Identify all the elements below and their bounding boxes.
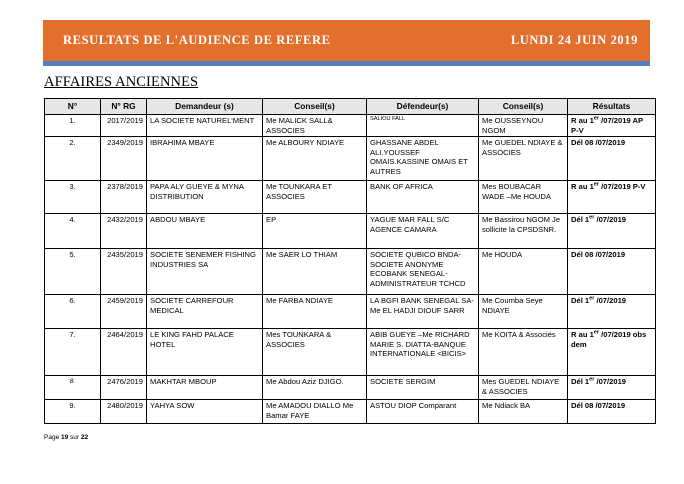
row-number: 1. <box>45 115 101 137</box>
defendeur: BANK OF AFRICA <box>367 181 479 214</box>
column-header-rg: N° RG <box>101 99 147 115</box>
footer-prefix: Page <box>44 434 60 441</box>
defendeur: YAGUE MAR FALL S/C AGENCE CAMARA <box>367 214 479 249</box>
footer-separator: sur <box>70 434 80 441</box>
conseil-defendeur: Me HOUDA <box>479 249 568 295</box>
defendeur: GHASSANE ABDEL ALI.YOUSSEF OMAIS.KASSINE OMAIS ET AUTRES <box>367 137 479 181</box>
table-row <box>45 214 656 249</box>
hearing-date: LUNDI 24 JUIN 2019 <box>510 33 638 47</box>
resultat: Dél 1er /07/2019 <box>568 295 656 329</box>
demandeur: PAPA ALY GUEYE & MYNA DISTRIBUTION <box>147 181 263 214</box>
rg-number: 2459/2019 <box>101 295 147 329</box>
resultat: Dél 08 /07/2019 <box>568 137 656 181</box>
row-number: 8. <box>45 376 101 400</box>
conseil-defendeur: Me Bassirou NGOM Je sollicite la CPSDSNR. <box>479 214 568 249</box>
column-header-demandeur: Demandeur (s) <box>147 99 263 115</box>
conseil-defendeur: Me OUSSEYNOU NGOM <box>479 115 568 137</box>
table-row <box>45 295 656 329</box>
rg-number: 2480/2019 <box>101 400 147 424</box>
row-number: 6. <box>45 295 101 329</box>
demandeur: SOCIETE SENEMER FISHING INDUSTRIES SA <box>147 249 263 295</box>
conseil-demandeur: Me FARBA NDIAYE <box>263 295 367 329</box>
conseil-defendeur: Mes GUEDEL NDIAYE & ASSOCIES <box>479 376 568 400</box>
conseil-demandeur: Me ALBOURY NDIAYE <box>263 137 367 181</box>
table-header-row <box>45 99 656 115</box>
column-header-conseil-defendeur: Conseil(s) <box>479 99 568 115</box>
defendeur: ABIB GUEYE –Me RICHARD MARIE S. DIATTA-BANQUE INTERNATIONALE <BICIS> <box>367 329 479 376</box>
rg-number: 2464/2019 <box>101 329 147 376</box>
conseil-defendeur: Me Coumba Seye NDIAYE <box>479 295 568 329</box>
section-heading: AFFAIRES ANCIENNES <box>44 74 199 90</box>
row-number: 3. <box>45 181 101 214</box>
conseil-demandeur: Me AMADOU DIALLO Me Bamar FAYE <box>263 400 367 424</box>
rg-number: 2017/2019 <box>101 115 147 137</box>
defendeur: SALIOU FALL <box>367 115 479 137</box>
defendeur: SOCIETE QUBICO BNDA-SOCIETE ANONYME ECOBANK SENEGAL-ADMINISTRATEUR TCHCD <box>367 249 479 295</box>
conseil-demandeur: Me TOUNKARA ET ASSOCIES <box>263 181 367 214</box>
demandeur: ABDOU MBAYE <box>147 214 263 249</box>
resultat: Dél 1er /07/2019 <box>568 214 656 249</box>
row-number: 5. <box>45 249 101 295</box>
conseil-defendeur: Me GUEDEL NDIAYE & ASSOCIES <box>479 137 568 181</box>
page-footer <box>44 434 88 441</box>
column-header-num: N° <box>45 99 101 115</box>
demandeur: YAHYA SOW <box>147 400 263 424</box>
results-table <box>44 98 656 424</box>
demandeur: MAKHTAR MBOUP <box>147 376 263 400</box>
column-header-conseil-demandeur: Conseil(s) <box>263 99 367 115</box>
header-rule <box>43 61 650 66</box>
column-header-defendeur: Défendeur(s) <box>367 99 479 115</box>
rg-number: 2432/2019 <box>101 214 147 249</box>
resultat: R au 1er /07/2019 obs dem <box>568 329 656 376</box>
row-number: 4. <box>45 214 101 249</box>
resultat: Dél 08 /07/2019 <box>568 400 656 424</box>
rg-number: 2435/2019 <box>101 249 147 295</box>
column-header-resultats: Résultats <box>568 99 656 115</box>
defendeur: ASTOU DIOP Comparant <box>367 400 479 424</box>
table-row <box>45 376 656 400</box>
demandeur: IBRAHIMA MBAYE <box>147 137 263 181</box>
defendeur: LA BGFI BANK SENEGAL SA-Me EL HADJI DIOUF SARR <box>367 295 479 329</box>
rg-number: 2349/2019 <box>101 137 147 181</box>
row-number: 2. <box>45 137 101 181</box>
demandeur: LA SOCIETE NATUREL'MENT <box>147 115 263 137</box>
conseil-defendeur: Mes BOUBACAR WADE –Me HOUDA <box>479 181 568 214</box>
conseil-demandeur: Me Abdou Aziz DJIGO. <box>263 376 367 400</box>
conseil-demandeur: Mes TOUNKARA & ASSOCIES <box>263 329 367 376</box>
table-row <box>45 329 656 376</box>
footer-page-total: 22 <box>80 434 89 441</box>
conseil-demandeur: Me SAER LO THIAM <box>263 249 367 295</box>
conseil-demandeur: EP <box>263 214 367 249</box>
table-row <box>45 137 656 181</box>
resultat: Dél 08 /07/2019 <box>568 249 656 295</box>
table-row <box>45 249 656 295</box>
table-row <box>45 400 656 424</box>
resultat: Dél 1er /07/2019 <box>568 376 656 400</box>
conseil-demandeur: Me MALICK SALL& ASSOCIES <box>263 115 367 137</box>
rg-number: 2378/2019 <box>101 181 147 214</box>
conseil-defendeur: Me KOITA & Associés <box>479 329 568 376</box>
table-row <box>45 115 656 137</box>
table-row <box>45 181 656 214</box>
demandeur: LE KING FAHD PALACE HOTEL <box>147 329 263 376</box>
demandeur: SOCIETE CARREFOUR MEDICAL <box>147 295 263 329</box>
defendeur: SOCIETE SERGIM <box>367 376 479 400</box>
rg-number: 2476/2019 <box>101 376 147 400</box>
row-number: 7. <box>45 329 101 376</box>
conseil-defendeur: Me Ndiack BA <box>479 400 568 424</box>
resultat: R au 1er /07/2019 AP P-V <box>568 115 656 137</box>
page-title: RESULTATS DE L'AUDIENCE DE REFERE <box>63 33 331 47</box>
row-number: 9. <box>45 400 101 424</box>
resultat: R au 1er /07/2019 P-V <box>568 181 656 214</box>
footer-page-number: 19 <box>61 434 69 441</box>
header-banner <box>43 20 650 61</box>
